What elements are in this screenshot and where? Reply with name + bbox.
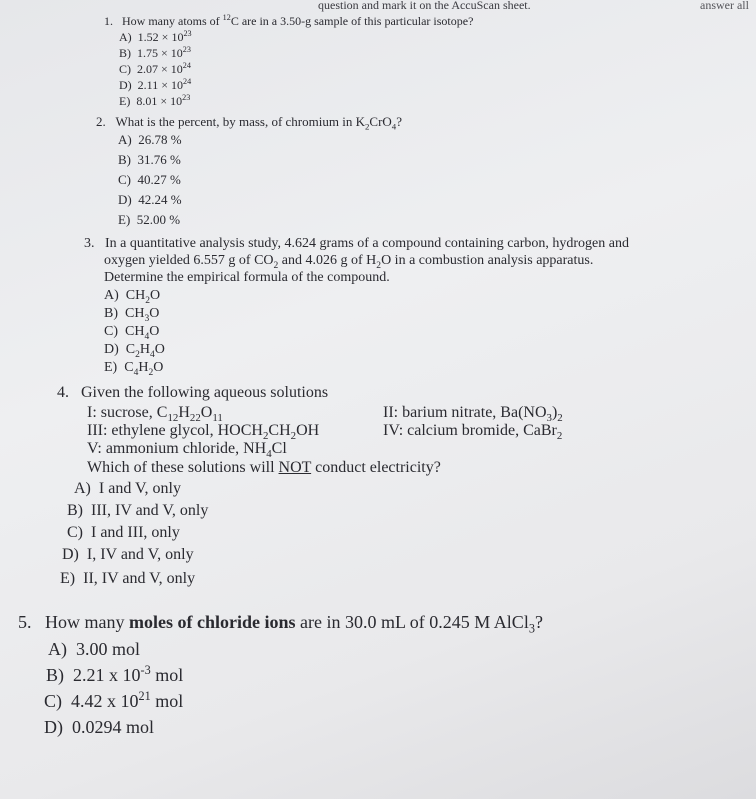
solution-iii: III: ethylene glycol, $HOCH_2CH_2OH$ [87,422,320,443]
choice-e[interactable]: E) 52.00 % [118,212,181,227]
question-intro: 4. Given the following aqueous solutions [57,384,329,401]
choice-d[interactable]: D) $C_2H_4O$ [104,342,165,360]
choice-c[interactable]: C) 40.27 % [118,172,181,187]
solution-i: I: sucrose, $C_{12}H_{22}O_{11}$ [87,404,223,425]
question-stem-line-3: Determine the empirical formula of the compound. [104,270,390,285]
question-stem-line-2: oxygen yielded 6.557 g of $CO_2$ and 4.026 g of $H_2O$ in a combustion analysis apparatus. [104,253,594,271]
question-stem: 2. What is the percent, by mass, of chromium in $K_2CrO_4$? [96,114,402,132]
question-stem: 1. How many atoms of $^{12}$C are in a 3.50-g sample of this particular isotope? [104,13,474,28]
solution-ii: II: barium nitrate, $Ba(NO_3)_2$ [383,404,563,425]
choice-b[interactable]: B) $CH_3O$ [104,306,160,324]
header-corner-text: answer all [700,0,749,12]
choice-c[interactable]: C) I and III, only [67,524,180,541]
choice-b[interactable]: B) $1.75 \times 10^{23}$ [119,45,191,60]
choice-d[interactable]: D) 0.0294 mol [44,717,155,737]
choice-b[interactable]: B) 2.21 x $10^{-3}$ mol [46,663,184,685]
choice-e[interactable]: E) II, IV and V, only [60,570,196,587]
choice-b[interactable]: B) 31.76 % [118,152,181,167]
choice-c[interactable]: C) $CH_4O$ [104,324,160,342]
question-stem: Which of these solutions will NOT conduct electricity? [87,459,441,476]
question-stem-line-1: 3. In a quantitative analysis study, 4.624 grams of a compound containing carbon, hydrogen and [84,236,629,251]
choice-a[interactable]: A) $1.52 \times 10^{23}$ [119,29,192,44]
choice-e[interactable]: E) $C_4H_2O$ [104,360,164,378]
choice-d[interactable]: D) 42.24 % [118,192,182,207]
choice-c[interactable]: C) $2.07 \times 10^{24}$ [119,61,191,76]
choice-e[interactable]: E) $8.01 \times 10^{23}$ [119,93,191,108]
question-stem: 5. How many moles of chloride ions are in 30.0 mL of 0.245 M AlCl$_3$? [18,612,543,636]
header-instruction: question and mark it on the AccuScan sheet. [318,0,531,12]
choice-a[interactable]: A) $CH_2O$ [104,288,161,306]
choice-a[interactable]: A) 26.78 % [118,132,182,147]
choice-d[interactable]: D) I, IV and V, only [62,546,194,563]
choice-a[interactable]: A) 3.00 mol [48,639,141,659]
choice-a[interactable]: A) I and V, only [74,480,181,497]
choice-c[interactable]: C) 4.42 x $10^{21}$ mol [44,689,184,711]
choice-b[interactable]: B) III, IV and V, only [67,502,209,519]
solution-v: V: ammonium chloride, $NH_4Cl$ [87,440,287,461]
solution-iv: IV: calcium bromide, CaBr$_2$ [383,422,563,443]
choice-d[interactable]: D) $2.11 \times 10^{24}$ [119,77,192,92]
